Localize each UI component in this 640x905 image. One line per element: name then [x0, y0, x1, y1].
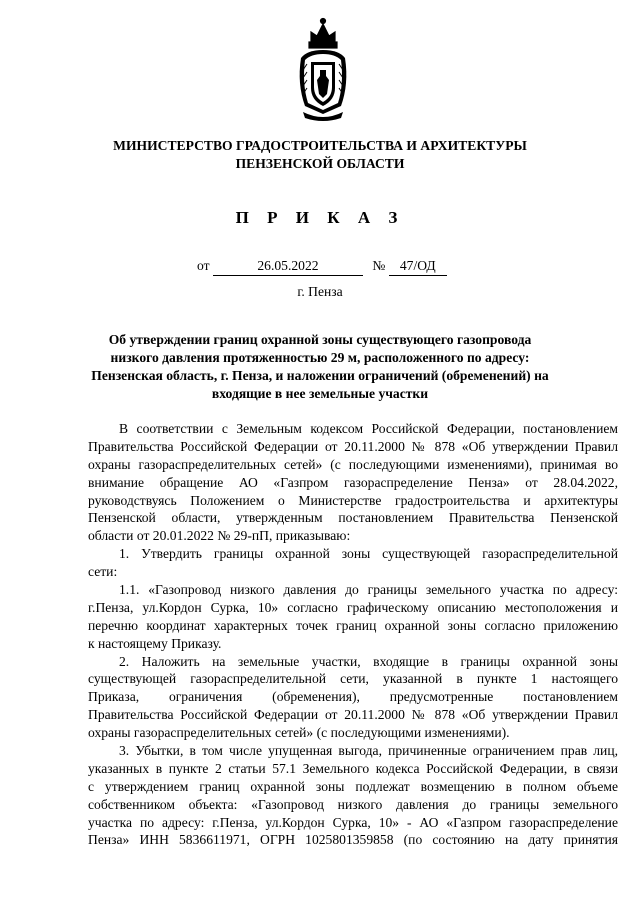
order-city: г. Пенза — [297, 284, 343, 299]
order-subject — [70, 331, 570, 403]
body-line: г.Пенза, ул.Кордон Сурка, 10» согласно графическому описанию местоположения и — [88, 599, 618, 615]
order-number: 47/ОД — [389, 257, 447, 276]
body-line: указанных в пункте 2 статьи 57.1 Земельного кодекса Российской Федерации, в связи — [88, 760, 618, 776]
body-line: руководствуясь Положением о Министерстве градостроительства и архитектуры — [88, 492, 618, 508]
subject-line: низкого давления протяженностью 29 м, расположенного по адресу: — [110, 350, 530, 365]
body-line: Пенза» ИНН 5836611971, ОГРН 1025801359858 (по состоянию на дату принятия — [88, 832, 618, 848]
body-line: 3. Убытки, в том числе упущенная выгода, причиненные ограничением прав лиц, — [119, 743, 618, 759]
number-sign: № — [372, 258, 386, 273]
body-line: Пензенской области, утвержденным постановлением Правительства Пензенской — [88, 510, 618, 526]
date-prefix: от — [197, 258, 210, 273]
body-line: 1. Утвердить границы охранной зоны существующей газораспределительной — [119, 546, 618, 562]
body-line: с утверждением границ охранной зоны подлежат возмещению в полном объеме — [88, 778, 618, 794]
body-line: области от 20.01.2022 № 29-пП, приказываю: — [88, 528, 351, 544]
body-line: 2. Наложить на земельные участки, входящие в границы охранной зоны — [119, 653, 618, 669]
ministry-name-line1: МИНИСТЕРСТВО ГРАДОСТРОИТЕЛЬСТВА И АРХИТЕКТУРЫ — [113, 138, 527, 153]
body-line: Правительства Российской Федерации от 20.11.2000 № 878 «Об утверждении Правил — [88, 438, 618, 454]
ministry-name-line2: ПЕНЗЕНСКОЙ ОБЛАСТИ — [235, 156, 405, 171]
subject-line: входящие в нее земельные участки — [211, 386, 429, 401]
coat-of-arms-emblem — [293, 14, 353, 122]
body-line: внимание обращение АО «Газпром газораспределение Пенза» от 28.04.2022, — [88, 474, 618, 490]
body-line: перечню координат характерных точек границ охранной зоны согласно приложению — [88, 617, 618, 633]
body-line: Приказа, ограничения (обременения), предусмотренные постановлением — [88, 689, 618, 705]
body-line: В соответствии с Земельным кодексом Российской Федерации, постановлением — [119, 421, 618, 436]
body-line: существующей газораспределительной сети, указанной в пункте 1 настоящего — [88, 671, 618, 687]
body-line: Правительства Российской Федерации от 20.11.2000 № 878 «Об утверждении Правил — [88, 707, 618, 723]
order-body — [88, 420, 618, 849]
order-title: П Р И К А З — [235, 208, 405, 227]
body-line: собственником объекта: «Газопровод низкого давления до границы земельного — [88, 796, 618, 812]
body-line: охраны газораспределительных сетей» (с последующими изменениями), принимая во — [88, 456, 618, 472]
order-date: 26.05.2022 — [213, 257, 363, 276]
body-line: к настоящему Приказу. — [88, 635, 222, 651]
body-line: охраны газораспределительных сетей» (с последующими изменениями). — [88, 725, 510, 741]
body-line: участка по адресу: г.Пенза, ул.Кордон Сурка, 10» - АО «Газпром газораспределение — [88, 814, 618, 830]
subject-line: Пензенская область, г. Пенза, и наложении ограничений (обременений) на — [91, 368, 549, 383]
body-line: сети: — [88, 564, 118, 580]
body-line: 1.1. «Газопровод низкого давления до границы земельного участка по адресу: — [119, 582, 618, 598]
subject-line: Об утверждении границ охранной зоны существующего газопровода — [108, 332, 532, 347]
order-date-line — [197, 257, 447, 276]
